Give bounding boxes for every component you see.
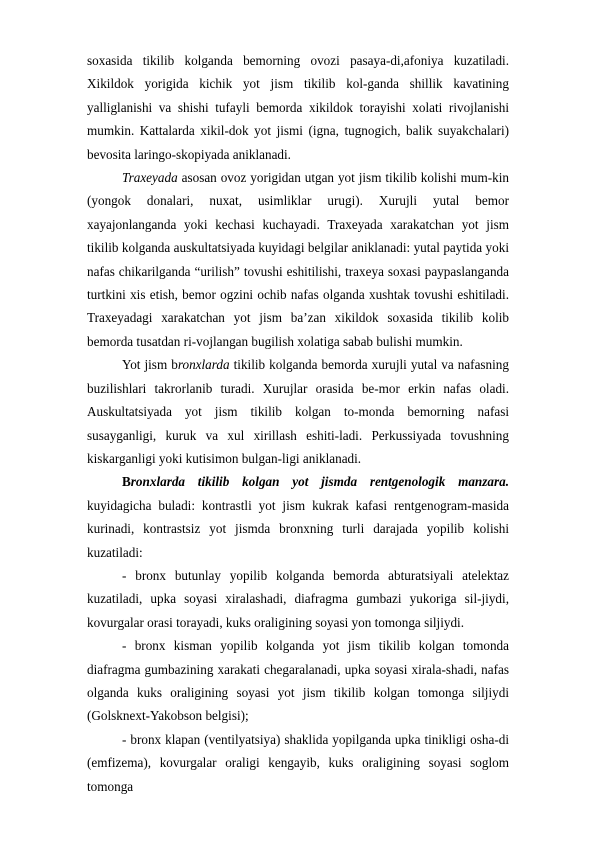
paragraph-text: asosan ovoz yorigidan utgan yot jism tikilib kolishi mum-kin (yongok donalari, nuxat, usimliklar urugi). Xurujli yutal bemor xayajonlanganda yoki kechasi kuchayadi. Traxeyada xarakatchan yot jism tikilib kolganda auskultatsiyada kuyidagi belgilar aniklanadi: yutal paytida yoki nafas chikarilganda “urilish” tovushi eshitilishi, traxeya soxasi paypaslanganda turtkini xis etish, bemor ogzini ochib nafas olganda xushtak tovushi eshitiladi. Traxeyadagi xarakatchan yot jism ba’zan xikildok soxasida tikilib kolib bemorda tusatdan ri-vojlangan bugilish xolatiga sabab bulishi mumkin.	[87, 170, 509, 349]
paragraph-text: tikilib kolganda bemorda xurujli yutal va nafasning buzilishlari takrorlanib turadi. Xurujlar orasida be-mor erkin nafas oladi. Auskultatsiyada yot jism tikilib kolgan to-monda bemorning nafasi susayganligi, kuruk va xul xirillash eshiti-ladi. Perkussiyada tovushning kiskarganligi yoki kutisimon bulgan-ligi aniklanadi.	[87, 357, 509, 466]
paragraph-text: kuyidagicha buladi: kontrastli yot jism kukrak kafasi rentgenogram-masida kurinadi, kontrastsiz yot jismda bronxning turli darajada yopilib kolishi kuzatiladi:	[87, 497, 509, 560]
heading-initial: B	[122, 474, 131, 490]
paragraph-radiology	[87, 470, 509, 564]
list-item-full-obstruction	[87, 564, 509, 634]
paragraph-text: Yot jism b	[122, 357, 178, 373]
paragraph-text: - bronx butunlay yopilib kolganda bemorda abturatsiyali atelektaz kuzatiladi, upka soyasi xiralashadi, diafragma gumbazi yukoriga sil-jiydi, kovurgalar orasi torayadi, kuks oraligining soyasi yon tomonga siljiydi.	[87, 567, 509, 630]
paragraph-text: - bronx klapan (ventilyatsiya) shaklida yopilganda upka tinikligi osha-di (emfizema), kovurgalar oraligi kengayib, kuks oraligining soyasi soglom tomonga	[87, 731, 509, 794]
term-bronchi: ronxlarda	[177, 357, 230, 373]
paragraph-text: soxasida tikilib kolganda bemorning ovozi pasaya-di,afoniya kuzatiladi. Xikildok yorigida kichik yot jism tikilib kol-ganda shillik kavatining yalliglanishi va shishi tufayli bemorda xikildok torayishi xolati rivojlanishi mumkin. Kattalarda xikil-dok yot jismi (igna, tugnogich, balik suyakchalari) bevosita laringo-skopiyada aniklanadi.	[87, 53, 509, 162]
section-heading: ronxlarda tikilib kolgan yot jismda rentgenologik manzara.	[130, 474, 509, 490]
paragraph-trachea	[87, 166, 509, 353]
list-item-valve-obstruction	[87, 728, 509, 798]
paragraph-bronchi	[87, 353, 509, 470]
paragraph-text: - bronx kisman yopilib kolganda yot jism tikilib kolgan tomonda diafragma gumbazining xarakati chegaralanadi, upka soyasi xirala-shadi, nafas olganda kuks oraligining soyasi yot jism tikilib kolgan tomonga siljiydi (Golsknext-Yakobson belgisi);	[87, 638, 509, 724]
term-trachea: Traxeyada	[122, 170, 178, 186]
list-item-partial-obstruction	[87, 634, 509, 728]
paragraph-continuation	[87, 49, 509, 166]
